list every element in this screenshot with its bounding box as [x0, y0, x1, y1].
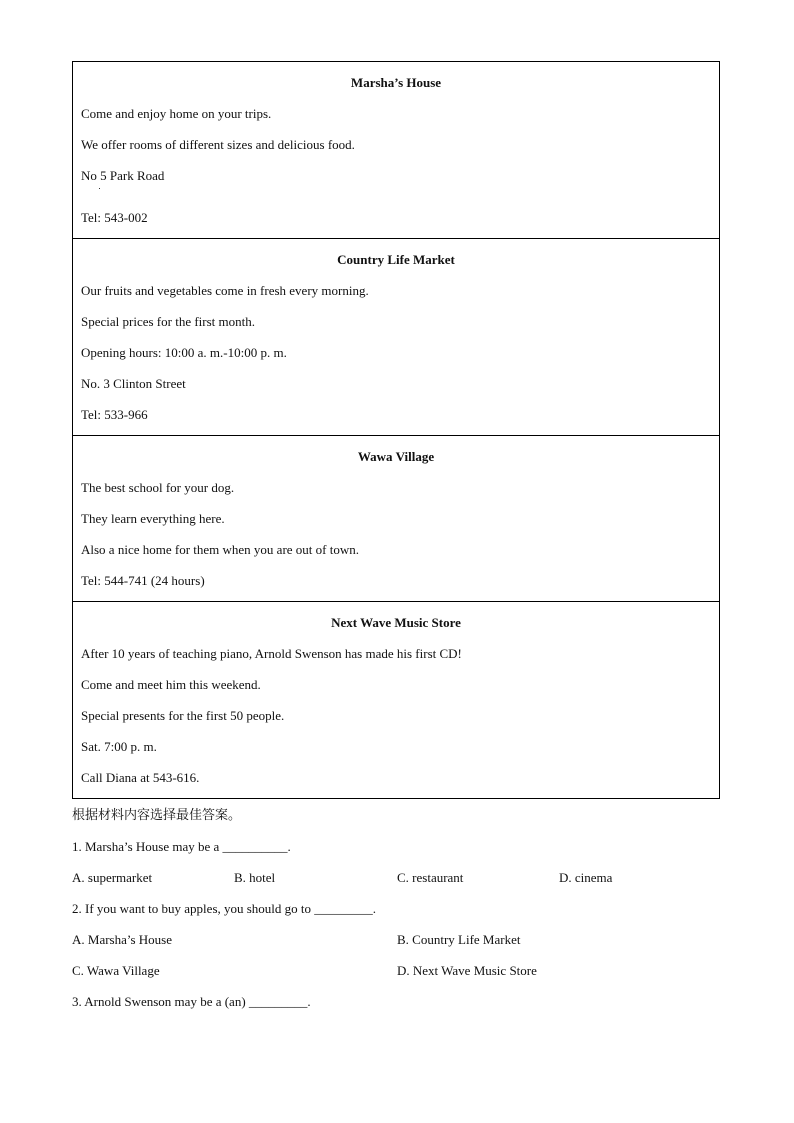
ad-line: Special presents for the first 50 people.	[81, 708, 285, 723]
ad-line: The best school for your dog.	[81, 480, 235, 495]
option-a[interactable]: A. Marsha’s House	[72, 932, 173, 947]
question-1-options	[72, 870, 732, 886]
ad-title: Marsha’s House	[350, 75, 442, 90]
option-d[interactable]: D. cinema	[559, 870, 613, 885]
option-b[interactable]: B. hotel	[234, 870, 276, 885]
ad-title: Country Life Market	[337, 252, 455, 267]
advertisement-table	[72, 61, 720, 799]
ad-country-life-market	[73, 238, 719, 423]
question-3: 3. Arnold Swenson may be a (an) _________.	[72, 994, 311, 1009]
ad-line: No 5 Park Road	[81, 168, 165, 183]
ad-line: Tel: 533-966	[81, 407, 148, 422]
option-d[interactable]: D. Next Wave Music Store	[397, 963, 537, 978]
ad-wawa-village	[73, 435, 719, 589]
ad-line: After 10 years of teaching piano, Arnold Swenson has made his first CD!	[81, 646, 462, 661]
question-2-options-row-2	[72, 963, 732, 979]
question-1: 1. Marsha’s House may be a __________.	[72, 839, 291, 854]
question-2-options-row-1	[72, 932, 732, 948]
option-a[interactable]: A. supermarket	[72, 870, 153, 885]
ad-line: Tel: 544-741 (24 hours)	[81, 573, 205, 588]
ad-next-wave-music-store	[73, 601, 719, 786]
question-section	[72, 808, 732, 1025]
ad-line: Come and meet him this weekend.	[81, 677, 261, 692]
option-b[interactable]: B. Country Life Market	[397, 932, 521, 947]
ad-line: No. 3 Clinton Street	[81, 376, 186, 391]
ad-line: Call Diana at 543-616.	[81, 770, 200, 785]
ad-line: Our fruits and vegetables come in fresh every morning.	[81, 283, 369, 298]
option-c[interactable]: C. Wawa Village	[72, 963, 160, 978]
option-c[interactable]: C. restaurant	[397, 870, 464, 885]
ad-line: Tel: 543-002	[81, 210, 148, 225]
ad-line: Opening hours: 10:00 a. m.-10:00 p. m.	[81, 345, 287, 360]
stray-dot-mark	[99, 188, 100, 189]
instructions: 根据材料内容选择最佳答案。	[72, 808, 242, 823]
ad-line: Come and enjoy home on your trips.	[81, 106, 272, 121]
ad-line: We offer rooms of different sizes and delicious food.	[81, 137, 355, 152]
ad-line: Sat. 7:00 p. m.	[81, 739, 157, 754]
ad-marshas-house	[73, 75, 719, 226]
ad-title: Wawa Village	[357, 449, 435, 464]
question-2: 2. If you want to buy apples, you should go to _________.	[72, 901, 377, 916]
ad-line: They learn everything here.	[81, 511, 225, 526]
ad-title: Next Wave Music Store	[331, 615, 461, 630]
ad-line: Also a nice home for them when you are out of town.	[81, 542, 359, 557]
ad-line: Special prices for the first month.	[81, 314, 256, 329]
